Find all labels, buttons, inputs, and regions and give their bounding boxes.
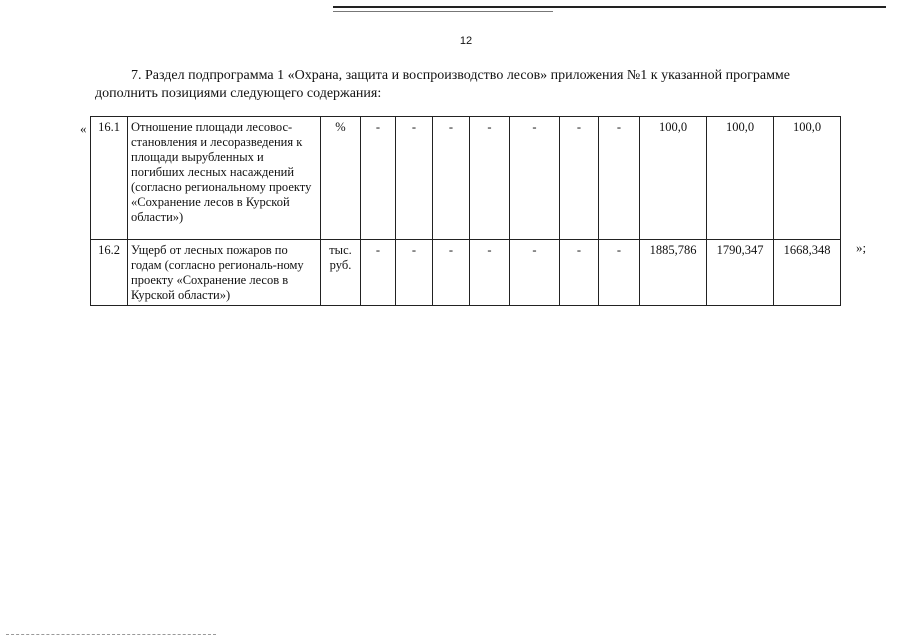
- row-value: 100,0: [640, 117, 707, 240]
- intro-line-1: 7. Раздел подпрограмма 1 «Охрана, защита и воспроизводство лесов» приложения №1 к указанной программе: [131, 68, 790, 83]
- row-cell: -: [470, 117, 510, 240]
- header-rule: [333, 6, 886, 8]
- row-cell: -: [433, 117, 470, 240]
- row-cell: -: [560, 240, 599, 306]
- table-row: [91, 240, 841, 306]
- closing-quote: »;: [856, 240, 867, 255]
- intro-paragraph: [95, 67, 845, 103]
- row-cell: -: [361, 117, 396, 240]
- row-cell: -: [361, 240, 396, 306]
- row-unit: %: [321, 117, 361, 240]
- row-cell: -: [560, 117, 599, 240]
- indicators-table: [90, 116, 841, 306]
- row-value: 1790,347: [707, 240, 774, 306]
- row-value: 1668,348: [774, 240, 841, 306]
- row-unit: тыс. руб.: [321, 240, 361, 306]
- row-cell: -: [396, 240, 433, 306]
- row-cell: -: [433, 240, 470, 306]
- row-cell: -: [599, 240, 640, 306]
- row-number: 16.2: [91, 240, 128, 306]
- row-cell: -: [396, 117, 433, 240]
- row-description: Отношение площади лесовос-становления и лесоразведения к площади вырубленных и погибших лесных насаждений (согласно региональному проекту «Сохранение лесов в Курской области»): [128, 117, 321, 240]
- scan-artifact-line: [6, 634, 216, 635]
- table-row: [91, 117, 841, 240]
- intro-line-2: дополнить позициями следующего содержания:: [95, 86, 382, 101]
- row-cell: -: [470, 240, 510, 306]
- opening-quote: «: [80, 121, 87, 136]
- row-value: 1885,786: [640, 240, 707, 306]
- row-cell: -: [510, 117, 560, 240]
- row-value: 100,0: [707, 117, 774, 240]
- row-value: 100,0: [774, 117, 841, 240]
- row-number: 16.1: [91, 117, 128, 240]
- row-cell: -: [599, 117, 640, 240]
- header-rule-thin: [333, 11, 553, 12]
- row-description: Ущерб от лесных пожаров по годам (согласно региональ-ному проекту «Сохранение лесов в Курской области»): [128, 240, 321, 306]
- page-number: 12: [459, 35, 473, 47]
- row-cell: -: [510, 240, 560, 306]
